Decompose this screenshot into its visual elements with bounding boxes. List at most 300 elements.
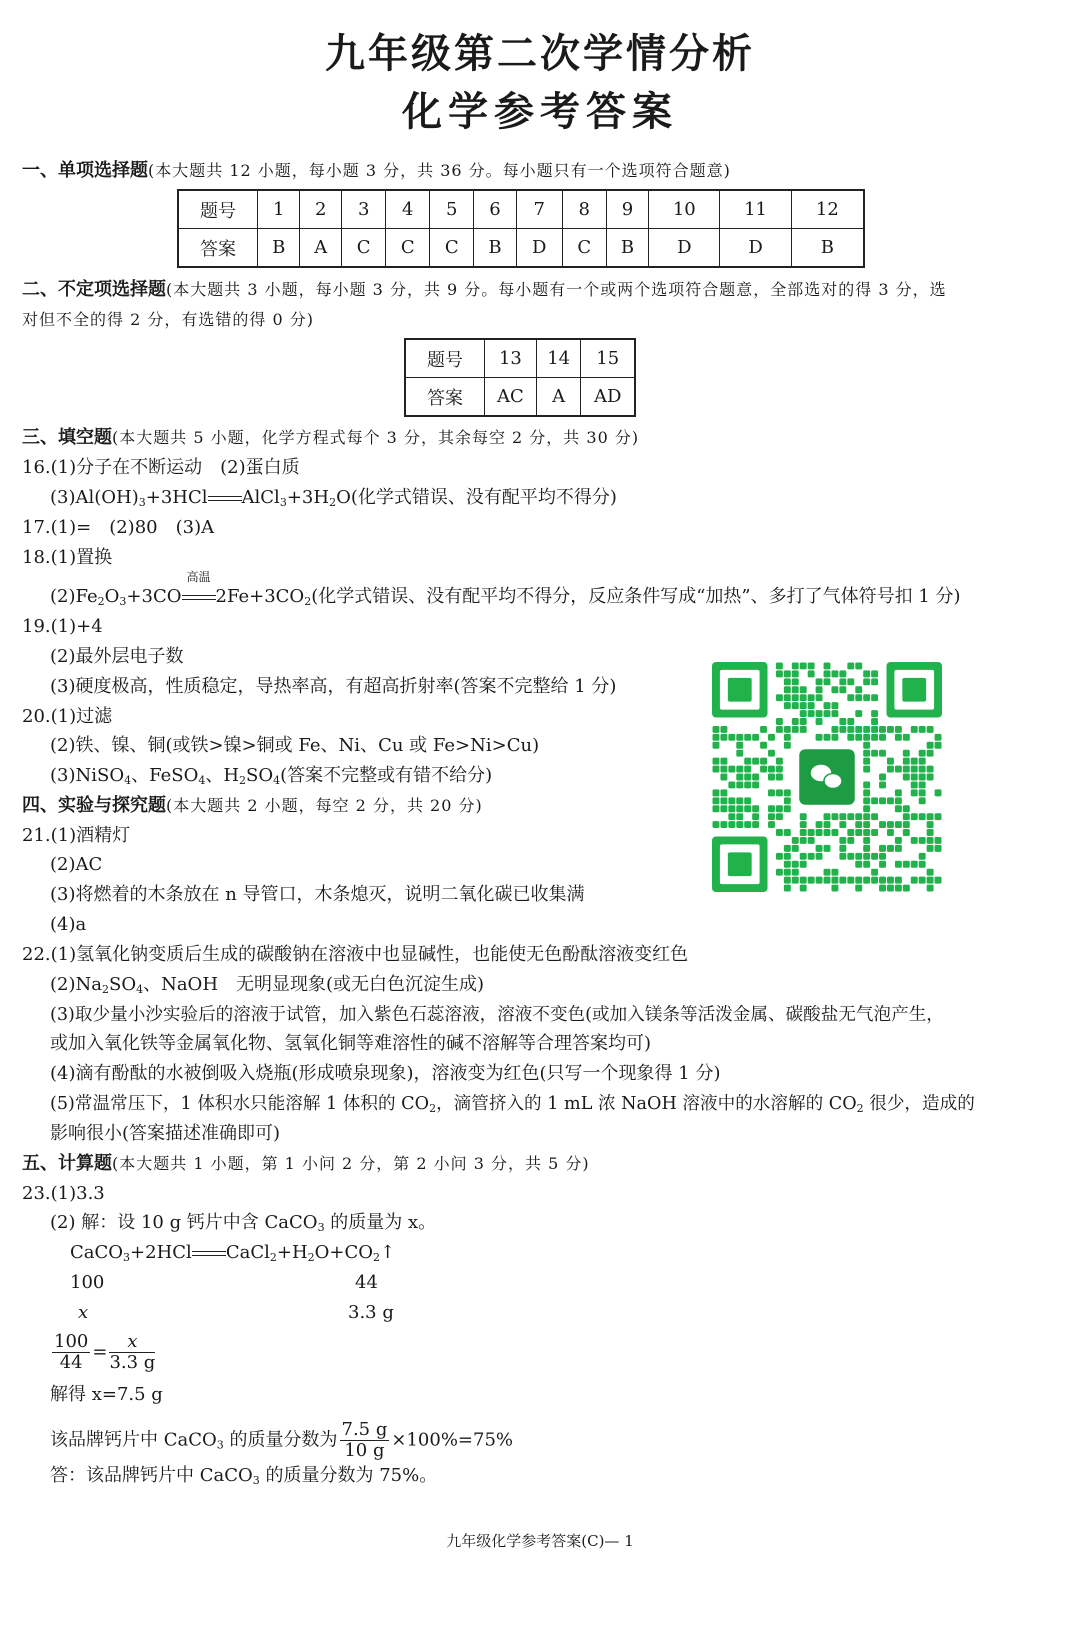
qr-module (784, 678, 791, 685)
question-number-cell: 11 (720, 190, 791, 229)
qr-module (800, 663, 807, 670)
subscript: 2 (269, 1251, 277, 1264)
qr-module (816, 694, 823, 701)
qr-module (808, 710, 815, 717)
qr-module (713, 821, 720, 828)
qr-module (728, 781, 735, 788)
page-title: 九年级第二次学情分析 (325, 31, 755, 77)
section-2-note-cont: 对但不全的得 2 分，有选错的得 0 分) (22, 310, 314, 329)
qr-module (824, 845, 831, 852)
qr-module (784, 853, 791, 860)
qr-module (784, 797, 791, 804)
text: 该品牌钙片中 CaCO (50, 1429, 217, 1451)
qr-module (847, 726, 854, 733)
qr-module (919, 789, 926, 796)
qr-module (824, 734, 831, 741)
answer-cell: B (606, 229, 648, 268)
text: ，滴管挤入的 1 mL 浓 NaOH 溶液中的水溶解的 CO (436, 1094, 857, 1114)
qr-module (831, 670, 838, 677)
subscript: 3 (123, 1251, 131, 1264)
page-footer: 九年级化学参考答案(C)— 1 (446, 1532, 634, 1550)
qr-module (839, 726, 846, 733)
text: CaCO (70, 1242, 124, 1263)
q16-part3 (50, 485, 617, 511)
qr-module (855, 694, 862, 701)
qr-module (927, 813, 934, 820)
qr-module (839, 813, 846, 820)
molar-mass-co2: 44 (355, 1272, 378, 1293)
qr-module (744, 774, 751, 781)
section-2-heading (22, 277, 947, 303)
qr-module (831, 686, 838, 693)
qr-module (919, 877, 926, 884)
qr-module (919, 774, 926, 781)
qr-module (903, 861, 910, 868)
qr-module (776, 869, 783, 876)
qr-module (728, 734, 735, 741)
qr-module (736, 821, 743, 828)
qr-module (800, 821, 807, 828)
qr-module (831, 710, 838, 717)
qr-module (839, 821, 846, 828)
qr-module (752, 774, 759, 781)
numerator: x (109, 1332, 155, 1353)
denominator: 10 g (344, 1440, 385, 1461)
subscript: 2 (101, 983, 109, 996)
qr-module (752, 821, 759, 828)
text: 2Fe+3CO (215, 586, 305, 607)
text: (2)Na (50, 974, 102, 995)
qr-module (935, 789, 942, 796)
q22-part2 (50, 972, 484, 998)
answer-table-1 (177, 189, 865, 268)
qr-module (800, 718, 807, 725)
qr-module (871, 750, 878, 757)
qr-module (800, 829, 807, 836)
qr-module (792, 726, 799, 733)
qr-module (720, 758, 727, 765)
qr-module (863, 766, 870, 773)
qr-module (744, 821, 751, 828)
qr-module (895, 805, 902, 812)
qr-module (792, 837, 799, 844)
qr-module (871, 877, 878, 884)
section-5-heading (22, 1151, 590, 1177)
qr-module (879, 845, 886, 852)
qr-module (903, 750, 910, 757)
text: 的质量分数为 (223, 1429, 338, 1451)
qr-module (935, 877, 942, 884)
qr-module (816, 678, 823, 685)
qr-module (728, 805, 735, 812)
row-label-answer: 答案 (405, 378, 485, 417)
qr-module (855, 663, 862, 670)
qr-module (736, 742, 743, 749)
qr-module (792, 678, 799, 685)
qr-module (871, 718, 878, 725)
qr-module (863, 750, 870, 757)
q19-part2: (2)最外层电子数 (50, 646, 184, 667)
qr-module (744, 734, 751, 741)
qr-module (808, 837, 815, 844)
qr-module (784, 734, 791, 741)
qr-module (816, 845, 823, 852)
qr-module (911, 726, 918, 733)
subscript: 3 (119, 595, 127, 608)
subscript: 3 (138, 496, 146, 509)
qr-module (935, 742, 942, 749)
text: 、NaOH 无明显现象(或无白色沉淀生成) (143, 974, 485, 995)
qr-module (903, 766, 910, 773)
text: SO (246, 765, 274, 786)
qr-module (903, 885, 910, 892)
qr-module (935, 813, 942, 820)
qr-module (816, 853, 823, 860)
gas-arrow: ↑ (380, 1242, 396, 1263)
qr-module (847, 829, 854, 836)
answer-cell: B (791, 229, 864, 268)
answer-table-2 (404, 338, 636, 417)
section-1-note: (本大题共 12 小题，每小题 3 分，共 36 分。每小题只有一个选项符合题意) (148, 161, 731, 180)
qr-module (800, 877, 807, 884)
qr-module (847, 663, 854, 670)
qr-module (792, 869, 799, 876)
qr-module (824, 710, 831, 717)
qr-module (855, 813, 862, 820)
q22-part1: 22.(1)氢氧化钠变质后生成的碳酸钠在溶液中也显碱性，也能使无色酚酞溶液变红色 (22, 944, 689, 965)
qr-module (879, 885, 886, 892)
section-2-note: (本大题共 3 小题，每小题 3 分，共 9 分。每小题有一个或两个选项符合题意，全部选对的得 3 分，选 (166, 280, 947, 299)
qr-module (863, 694, 870, 701)
text: CaCl (225, 1242, 270, 1263)
text: SO (108, 974, 137, 995)
q19-part1: 19.(1)+4 (22, 616, 103, 637)
qr-module (728, 797, 735, 804)
qr-module (863, 797, 870, 804)
answer-cell: C (562, 229, 606, 268)
q18-part2 (50, 570, 961, 610)
fraction-right (109, 1332, 155, 1373)
mass-fraction (50, 1420, 513, 1461)
qr-module (919, 766, 926, 773)
qr-module (792, 845, 799, 852)
qr-module (863, 678, 870, 685)
qr-module (847, 837, 854, 844)
qr-module (792, 877, 799, 884)
qr-module (855, 726, 862, 733)
qr-module (839, 686, 846, 693)
qr-module (863, 829, 870, 836)
qr-module (871, 869, 878, 876)
qr-module (744, 766, 751, 773)
qr-module (831, 869, 838, 876)
qr-module (800, 726, 807, 733)
qr-module (831, 885, 838, 892)
text: ×100%=75% (391, 1429, 514, 1451)
equals-sign (182, 595, 216, 600)
qr-module (895, 789, 902, 796)
qr-module (863, 742, 870, 749)
q20-part2: (2)铁、镍、铜(或铁>镍>铜或 Fe、Ni、Cu 或 Fe>Ni>Cu) (50, 735, 540, 756)
subscript: 2 (239, 774, 247, 787)
qr-module (863, 758, 870, 765)
qr-module (871, 829, 878, 836)
qr-module (784, 877, 791, 884)
qr-module (863, 813, 870, 820)
qr-module (927, 869, 934, 876)
qr-module (800, 710, 807, 717)
qr-module (935, 845, 942, 852)
qr-module (720, 734, 727, 741)
text: +3H (286, 487, 330, 508)
chemical-equation (70, 1240, 395, 1266)
equals-sign (208, 496, 242, 501)
numerator: 7.5 g (341, 1419, 388, 1440)
qr-module (784, 861, 791, 868)
qr-module (839, 877, 846, 884)
qr-module (895, 797, 902, 804)
qr-module (752, 805, 759, 812)
subscript: 2 (307, 1251, 315, 1264)
qr-module (768, 813, 775, 820)
qr-module (720, 789, 727, 796)
qr-module (768, 805, 775, 812)
text: +H (276, 1242, 308, 1263)
qr-module (927, 821, 934, 828)
row-label-question: 题号 (178, 190, 258, 229)
qr-module (800, 694, 807, 701)
qr-module (776, 718, 783, 725)
qr-module (784, 686, 791, 693)
qr-module (713, 805, 720, 812)
section-4-heading (22, 793, 483, 819)
qr-module (824, 813, 831, 820)
question-number-cell: 8 (562, 190, 606, 229)
qr-module (855, 829, 862, 836)
qr-module (816, 829, 823, 836)
text: 、FeSO (131, 765, 199, 786)
section-5-note: (本大题共 1 小题，第 1 小问 2 分，第 2 小问 3 分，共 5 分) (112, 1154, 590, 1173)
subscript: 3 (252, 1474, 260, 1487)
section-2-title: 二、不定项选择题 (22, 279, 166, 300)
qr-finder-inner (728, 852, 752, 876)
equals-sign (192, 1251, 226, 1256)
qr-module (847, 694, 854, 701)
qr-module (728, 821, 735, 828)
q16-part1: 16.(1)分子在不断运动 (2)蛋白质 (22, 457, 300, 478)
q22-part3: (3)取少量小沙实验后的溶液于试管，加入紫色石蕊溶液，溶液不变色(或加入镁条等活泼金属、碳酸盐无气泡产生， (50, 1005, 944, 1025)
qr-module (752, 758, 759, 765)
answer-cell: A (300, 229, 342, 268)
qr-module (744, 781, 751, 788)
qr-module (895, 885, 902, 892)
qr-module (895, 845, 902, 852)
qr-module (863, 837, 870, 844)
qr-module (713, 726, 720, 733)
qr-module (720, 797, 727, 804)
qr-module (919, 837, 926, 844)
qr-module (760, 742, 767, 749)
qr-module (927, 774, 934, 781)
qr-module (784, 845, 791, 852)
qr-module (847, 813, 854, 820)
qr-module (800, 813, 807, 820)
qr-module (887, 845, 894, 852)
qr-module (919, 781, 926, 788)
qr-module (927, 766, 934, 773)
subscript: 2 (373, 1251, 381, 1264)
q21-part4: (4)a (50, 914, 87, 935)
qr-module (720, 774, 727, 781)
q21-part2: (2)AC (50, 854, 103, 875)
qr-module (831, 734, 838, 741)
qr-module (824, 821, 831, 828)
molar-mass-caco3: 100 (70, 1272, 105, 1293)
qr-module (911, 789, 918, 796)
q19-part3: (3)硬度极高，性质稳定，导热率高，有超高折射率(答案不完整给 1 分) (50, 676, 617, 697)
fraction-left (52, 1332, 90, 1373)
unknown-x: x (78, 1302, 89, 1323)
qr-module (776, 694, 783, 701)
text: 的质量为 x。 (324, 1212, 437, 1233)
qr-module (776, 829, 783, 836)
qr-module (879, 781, 886, 788)
qr-module (839, 670, 846, 677)
qr-module (768, 821, 775, 828)
answer-cell: AC (485, 378, 537, 417)
qr-module (792, 694, 799, 701)
numerator: 100 (54, 1331, 89, 1352)
qr-module (847, 877, 854, 884)
subscript: 3 (216, 1438, 224, 1452)
question-number-cell: 3 (342, 190, 386, 229)
text: O+CO (314, 1242, 374, 1263)
answer-cell: C (430, 229, 474, 268)
qr-module (784, 670, 791, 677)
qr-module (760, 726, 767, 733)
qr-module (808, 853, 815, 860)
qr-module (768, 750, 775, 757)
qr-code-icon (712, 662, 942, 892)
qr-module (903, 774, 910, 781)
qr-module (824, 702, 831, 709)
qr-module (720, 821, 727, 828)
subscript: 4 (124, 774, 132, 787)
subscript: 2 (304, 595, 312, 608)
qr-module (776, 766, 783, 773)
qr-module (831, 726, 838, 733)
denominator: 3.3 g (109, 1352, 156, 1373)
qr-module (728, 813, 735, 820)
qr-module (800, 837, 807, 844)
qr-module (839, 837, 846, 844)
answer-cell: D (649, 229, 720, 268)
qr-module (816, 821, 823, 828)
qr-module (935, 734, 942, 741)
subscript: 2 (429, 1102, 437, 1115)
qr-module (863, 877, 870, 884)
qr-module (879, 797, 886, 804)
qr-module (839, 845, 846, 852)
question-number-cell: 6 (474, 190, 516, 229)
question-number-cell: 5 (430, 190, 474, 229)
condition-label: 高温 (186, 570, 211, 584)
qr-module (855, 853, 862, 860)
question-number-cell: 1 (258, 190, 300, 229)
denominator: 44 (59, 1352, 83, 1373)
solution: 解得 x=7.5 g (50, 1384, 163, 1405)
qr-module (871, 726, 878, 733)
text: 很少，造成的 (863, 1094, 975, 1114)
qr-module (919, 861, 926, 868)
qr-module (863, 734, 870, 741)
qr-module (736, 734, 743, 741)
subscript: 2 (329, 496, 337, 509)
qr-module (895, 877, 902, 884)
qr-module (792, 861, 799, 868)
qr-module (736, 766, 743, 773)
qr-module (887, 829, 894, 836)
qr-module (800, 702, 807, 709)
q23-part1: 23.(1)3.3 (22, 1183, 105, 1204)
question-number-cell: 10 (649, 190, 720, 229)
qr-module (713, 734, 720, 741)
question-number-cell: 2 (300, 190, 342, 229)
subscript: 3 (317, 1221, 325, 1234)
qr-module (808, 829, 815, 836)
row-label-question: 题号 (405, 339, 485, 378)
qr-module (863, 670, 870, 677)
proportion (50, 1332, 157, 1373)
qr-module (792, 663, 799, 670)
qr-module (855, 877, 862, 884)
subscript: 2 (856, 1102, 864, 1115)
qr-module (776, 805, 783, 812)
question-number-cell: 13 (485, 339, 537, 378)
qr-module (720, 766, 727, 773)
qr-module (879, 750, 886, 757)
qr-module (784, 702, 791, 709)
qr-module (831, 813, 838, 820)
qr-module (879, 726, 886, 733)
qr-module (768, 789, 775, 796)
qr-module (736, 805, 743, 812)
qr-module (760, 758, 767, 765)
qr-module (816, 710, 823, 717)
qr-module (887, 885, 894, 892)
qr-module (919, 797, 926, 804)
qr-module (824, 678, 831, 685)
text: (3)Al(OH) (50, 487, 139, 508)
question-number-cell: 7 (516, 190, 562, 229)
qr-module (847, 734, 854, 741)
text: 的质量分数为 75%。 (259, 1465, 438, 1486)
qr-module (784, 726, 791, 733)
answer-cell: AD (581, 378, 635, 417)
qr-module (808, 670, 815, 677)
qr-module (824, 670, 831, 677)
text: 、H (205, 765, 240, 786)
qr-module (927, 750, 934, 757)
qr-module (911, 774, 918, 781)
text: +2HCl (130, 1242, 192, 1263)
answer-cell: D (516, 229, 562, 268)
qr-module (903, 758, 910, 765)
text: AlCl (241, 487, 280, 508)
qr-module (744, 797, 751, 804)
qr-module (871, 678, 878, 685)
qr-module (919, 758, 926, 765)
